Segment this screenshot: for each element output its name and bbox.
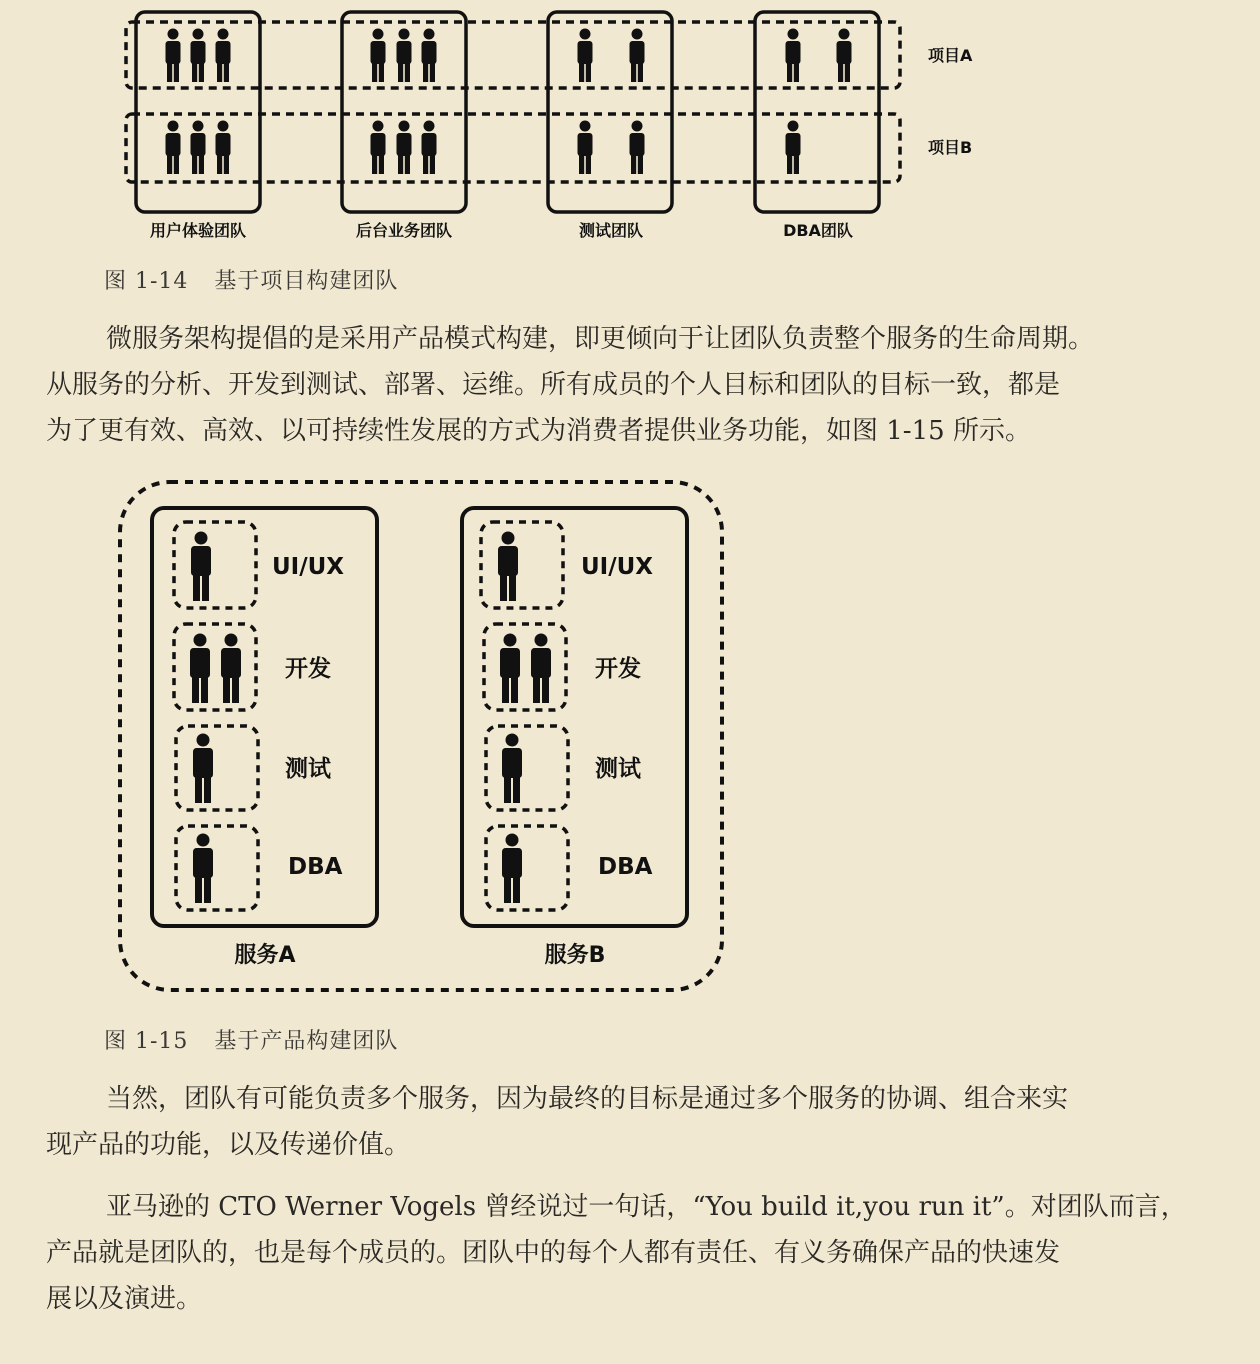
paragraph-2 (46, 1076, 1236, 1168)
paragraph-3-line: 展以及演进。 (46, 1284, 203, 1314)
service-b-label: 服务B (544, 943, 606, 968)
service-a-test-person-icon (193, 734, 213, 804)
service-b-dba-person-icon (502, 834, 522, 904)
service-b-test-group (486, 726, 568, 810)
service-b-test-person-icon (502, 734, 522, 804)
project-label-a: 项目A (928, 46, 973, 65)
service-a-uiux-group (174, 522, 256, 608)
team-backend-project-b-people (371, 121, 437, 175)
team-dba-project-a-people (786, 29, 852, 83)
figure-1-15 (0, 478, 1260, 998)
paragraph-3-line: 亚马逊的 CTO Werner Vogels 曾经说过一句话，“You build it,you run it”。对团队而言， (106, 1192, 1187, 1222)
service-a-role-test: 测试 (285, 756, 331, 782)
paragraph-1-line: 微服务架构提倡的是采用产品模式构建，即更倾向于让团队负责整个服务的生命周期。 (106, 324, 1095, 354)
team-label-test: 测试团队 (578, 221, 644, 240)
paragraph-2-line: 现产品的功能，以及传递价值。 (46, 1130, 411, 1160)
service-b-role-uiux: UI/UX (581, 554, 654, 580)
service-b-dba-group (486, 826, 568, 910)
service-a-dev-person-icon (190, 634, 210, 704)
team-test-project-a-people (578, 29, 645, 83)
caption-text: 基于产品构建团队 (214, 1029, 399, 1054)
team-label-ux: 用户体验团队 (149, 221, 247, 240)
paragraph-2-line: 当然，团队有可能负责多个服务，因为最终的目标是通过多个服务的协调、组合来实 (106, 1084, 1069, 1114)
service-b-uiux-person-icon (498, 532, 518, 602)
service-b-dev-person-icon (500, 634, 520, 704)
service-a-role-dba: DBA (288, 854, 343, 880)
team-label-dba: DBA团队 (783, 221, 853, 240)
service-a-role-uiux: UI/UX (272, 554, 345, 580)
service-a-test-group (176, 726, 258, 810)
service-a-dev-person-icon (221, 634, 241, 704)
service-b-dev-person-icon (531, 634, 551, 704)
service-a-dba-person-icon (193, 834, 213, 904)
service-a-dev-group (174, 624, 256, 710)
caption-number: 图 1-14 (104, 269, 189, 294)
figure-1-15-caption (104, 1024, 398, 1055)
figure-1-14-caption (104, 264, 398, 295)
service-b-box (462, 508, 687, 926)
caption-number: 图 1-15 (104, 1029, 189, 1054)
team-label-backend: 后台业务团队 (355, 221, 453, 240)
figure-1-14 (0, 0, 1260, 250)
team-backend-project-a-people (371, 29, 437, 83)
team-test-project-b-people (578, 121, 645, 175)
service-a-role-dev: 开发 (285, 656, 331, 682)
project-a-band (126, 22, 900, 88)
paragraph-3 (46, 1184, 1236, 1322)
service-a-dba-group (176, 826, 258, 910)
service-a-uiux-person-icon (191, 532, 211, 602)
service-a-label: 服务A (234, 943, 296, 968)
team-ux-project-a-people (166, 29, 231, 83)
paragraph-3-line: 产品就是团队的，也是每个成员的。团队中的每个人都有责任、有义务确保产品的快速发 (46, 1238, 1061, 1268)
project-label-b: 项目B (928, 138, 973, 157)
service-b-role-dev: 开发 (595, 656, 641, 682)
paragraph-1 (46, 316, 1236, 454)
caption-text: 基于项目构建团队 (214, 269, 399, 294)
service-b-role-test: 测试 (595, 756, 641, 782)
team-ux-project-b-people (166, 121, 231, 175)
paragraph-1-line: 从服务的分析、开发到测试、部署、运维。所有成员的个人目标和团队的目标一致，都是 (46, 370, 1061, 400)
paragraph-1-line: 为了更有效、高效、以可持续性发展的方式为消费者提供业务功能，如图 1-15 所示。 (46, 416, 1031, 446)
project-b-band (126, 114, 900, 182)
service-b-uiux-group (481, 522, 563, 608)
service-b-dev-group (484, 624, 566, 710)
service-b-role-dba: DBA (598, 854, 653, 880)
team-dba-project-b-people (786, 121, 801, 175)
